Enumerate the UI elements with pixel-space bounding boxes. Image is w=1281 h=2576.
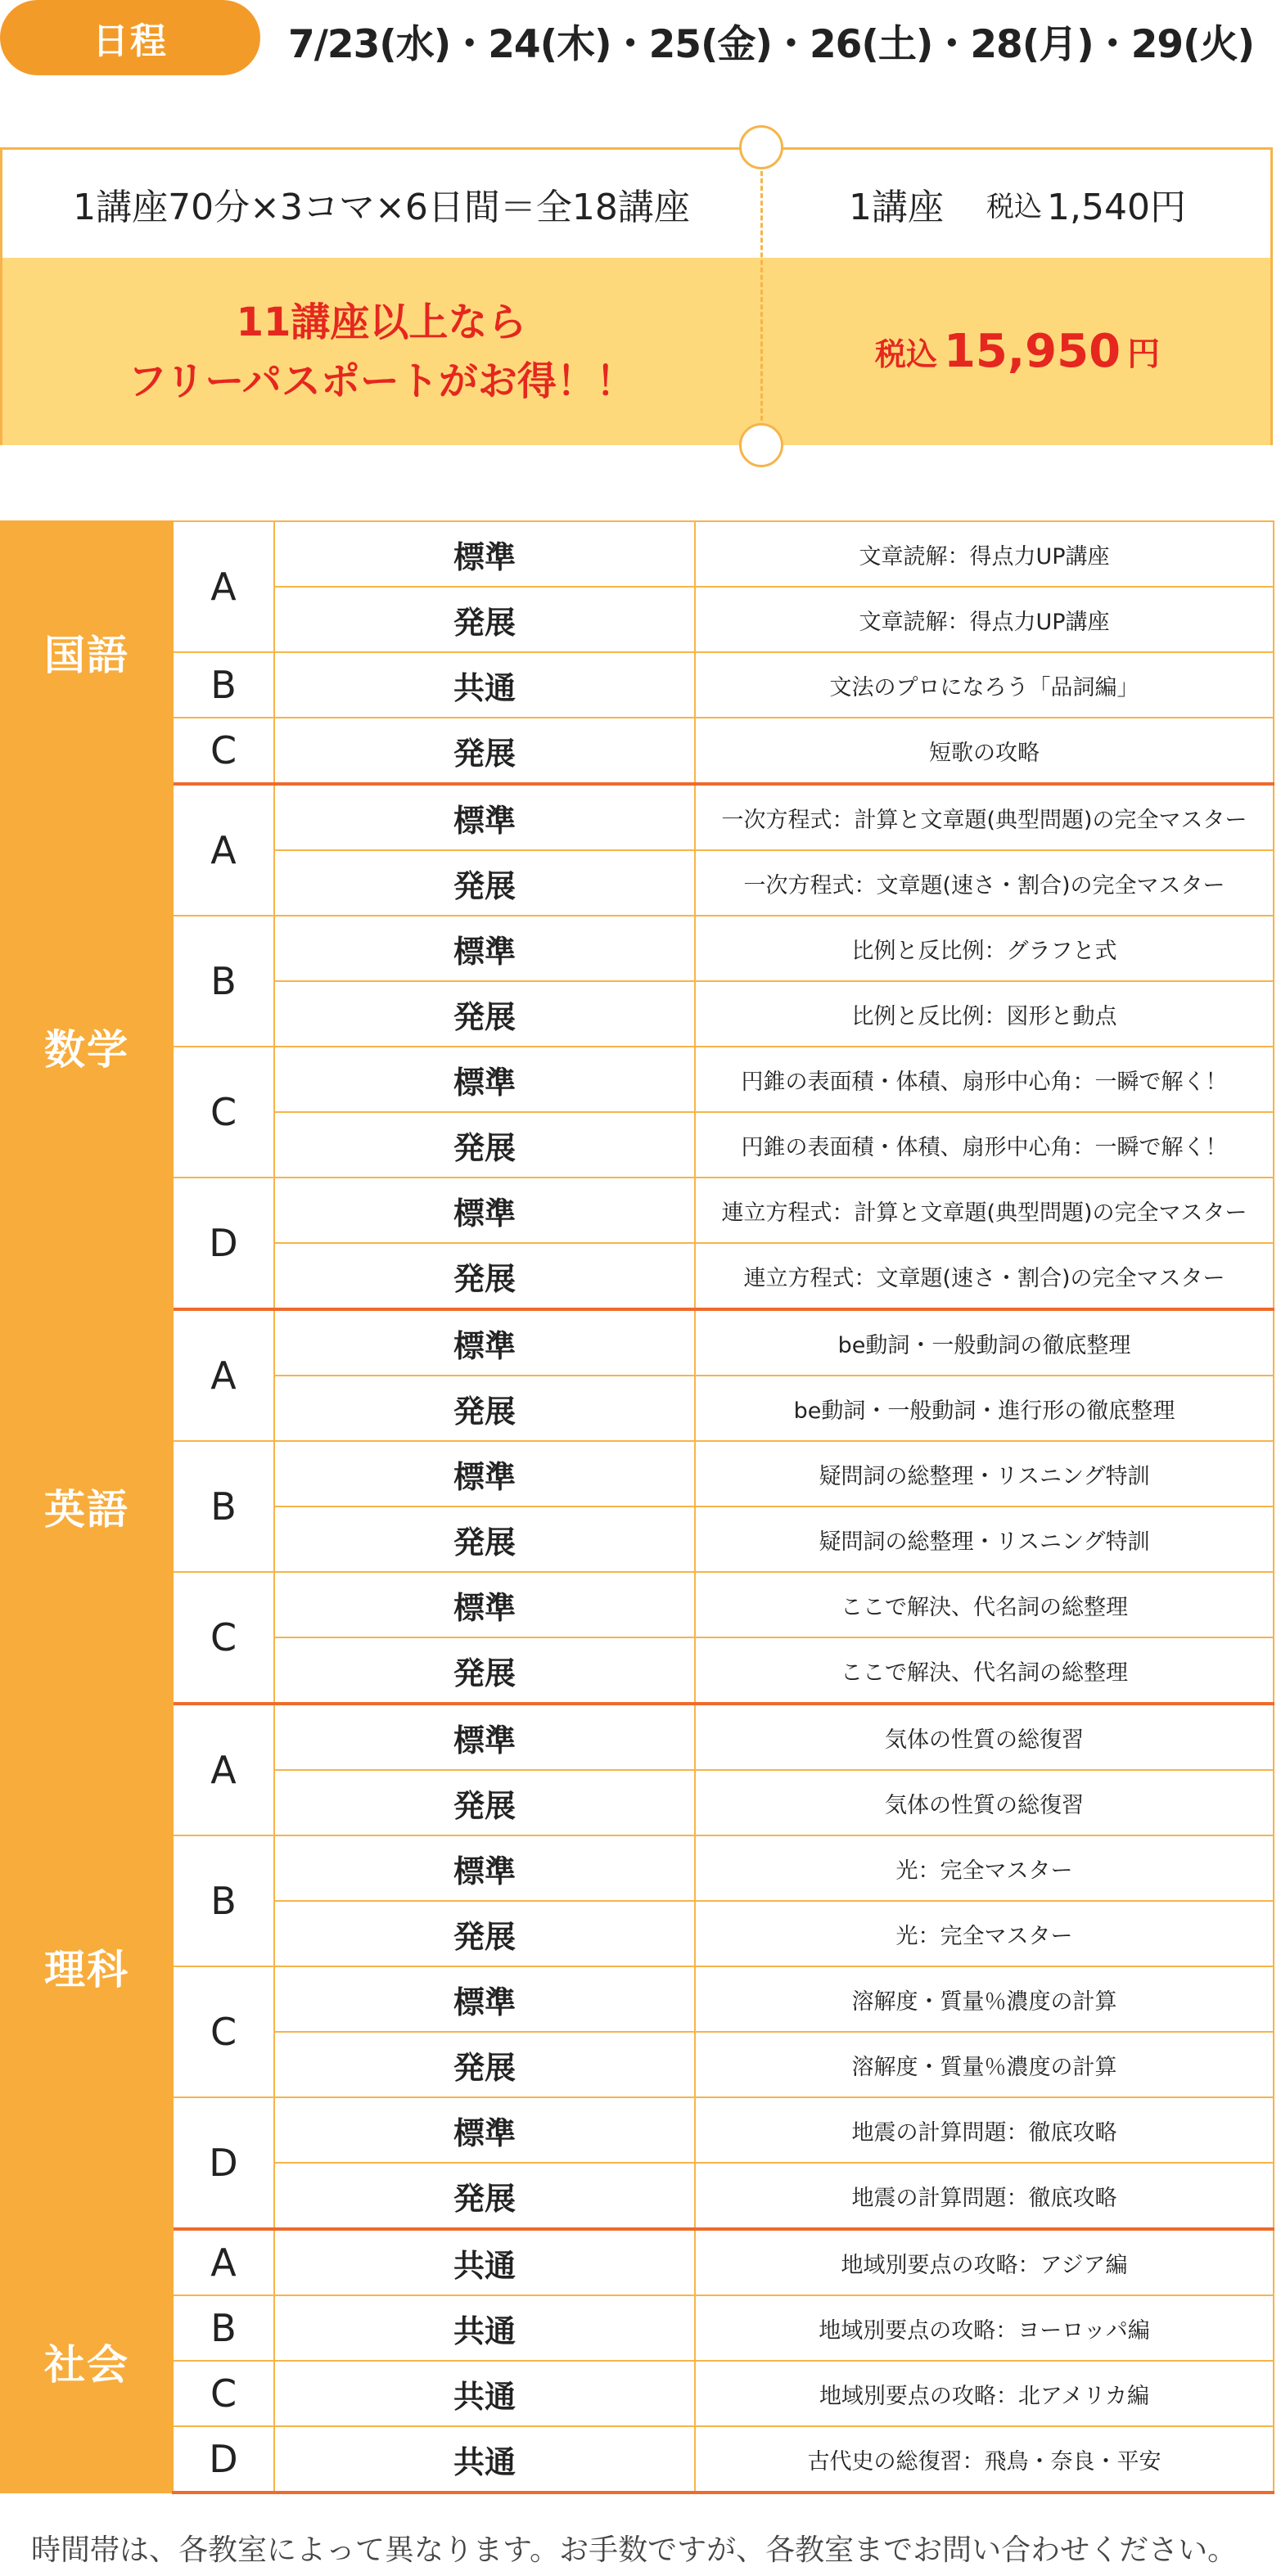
section-cell: A [173, 784, 274, 916]
level-cell: 標準 [274, 1178, 695, 1243]
course-title-cell: 連立方程式：文章題(速さ・割合)の完全マスター [695, 1243, 1274, 1309]
ticket-notch-bottom [739, 423, 783, 467]
level-cell: 発展 [274, 1901, 695, 1966]
course-row [1, 916, 1274, 981]
level-cell: 発展 [274, 1243, 695, 1309]
pass-price-yen: 円 [1127, 336, 1161, 373]
course-title-cell: 連立方程式：計算と文章題(典型問題)の完全マスター [695, 1178, 1274, 1243]
course-row [1, 1047, 1274, 1112]
promo-text [2, 258, 760, 445]
course-title-cell: 溶解度・質量％濃度の計算 [695, 1966, 1274, 2032]
course-title-cell: 疑問詞の総整理・リスニング特訓 [695, 1441, 1274, 1506]
course-title-cell: 光：完全マスター [695, 1835, 1274, 1901]
section-cell: A [173, 2229, 274, 2295]
course-row [1, 2295, 1274, 2361]
section-cell: B [173, 1441, 274, 1572]
course-row [1, 1966, 1274, 2032]
section-cell: A [173, 521, 274, 652]
level-cell: 標準 [274, 1309, 695, 1376]
ticket-notch-top [739, 125, 783, 169]
level-cell: 共通 [274, 652, 695, 718]
course-row [1, 2361, 1274, 2426]
section-cell: C [173, 1047, 274, 1178]
section-cell: C [173, 1966, 274, 2097]
course-title-cell: 地域別要点の攻略：北アメリカ編 [695, 2361, 1274, 2426]
section-cell: B [173, 2295, 274, 2361]
section-cell: C [173, 2361, 274, 2426]
single-price [764, 150, 1271, 258]
course-title-cell: be動詞・一般動詞・進行形の徹底整理 [695, 1376, 1274, 1441]
course-row [1, 2097, 1274, 2163]
level-cell: 発展 [274, 2032, 695, 2097]
course-row [1, 1309, 1274, 1376]
level-cell: 発展 [274, 1506, 695, 1572]
course-row [1, 1178, 1274, 1243]
course-title-cell: 地震の計算問題：徹底攻略 [695, 2163, 1274, 2229]
level-cell: 共通 [274, 2229, 695, 2295]
single-price-value: 1,540円 [1047, 187, 1186, 228]
course-title-cell: 一次方程式：計算と文章題(典型問題)の完全マスター [695, 784, 1274, 850]
footnote: 時間帯は、各教室によって異なります。お手数ですが、各教室までお問い合わせください。 [31, 2533, 1238, 2567]
course-title-cell: 気体の性質の総復習 [695, 1770, 1274, 1835]
course-title-cell: 古代史の総復習：飛鳥・奈良・平安 [695, 2426, 1274, 2493]
course-title-cell: 比例と反比例：グラフと式 [695, 916, 1274, 981]
course-row [1, 1441, 1274, 1506]
course-row [1, 2229, 1274, 2295]
section-cell: D [173, 1178, 274, 1309]
course-title-cell: 気体の性質の総復習 [695, 1704, 1274, 1770]
course-format-text: 1講座70分×3コマ×6日間＝全18講座 [73, 187, 690, 228]
level-cell: 標準 [274, 916, 695, 981]
course-title-cell: ここで解決、代名詞の総整理 [695, 1637, 1274, 1704]
level-cell: 発展 [274, 1112, 695, 1178]
level-cell: 発展 [274, 2163, 695, 2229]
section-cell: D [173, 2097, 274, 2229]
level-cell: 発展 [274, 1637, 695, 1704]
level-cell: 発展 [274, 718, 695, 784]
schedule-label: 日程 [0, 0, 260, 75]
level-cell: 標準 [274, 1572, 695, 1637]
ticket-perforation [760, 171, 763, 421]
subject-cell: 社会 [1, 2229, 173, 2493]
course-row [1, 1835, 1274, 1901]
course-title-cell: be動詞・一般動詞の徹底整理 [695, 1309, 1274, 1376]
course-row [1, 1572, 1274, 1637]
subject-cell: 理科 [1, 1704, 173, 2229]
section-cell: B [173, 652, 274, 718]
course-title-cell: 円錐の表面積・体積、扇形中心角：一瞬で解く！ [695, 1112, 1274, 1178]
level-cell: 共通 [274, 2361, 695, 2426]
course-row [1, 2426, 1274, 2493]
level-cell: 発展 [274, 850, 695, 916]
course-title-cell: 短歌の攻略 [695, 718, 1274, 784]
subject-cell: 国語 [1, 521, 173, 784]
course-row [1, 521, 1274, 587]
course-title-cell: 文章読解：得点力UP講座 [695, 521, 1274, 587]
level-cell: 標準 [274, 521, 695, 587]
level-cell: 標準 [274, 1047, 695, 1112]
level-cell: 標準 [274, 1704, 695, 1770]
course-table-body [1, 521, 1274, 2493]
promo-line-2: フリーパスポートがお得！！ [128, 358, 635, 404]
subject-cell: 数学 [1, 784, 173, 1309]
course-title-cell: 文章読解：得点力UP講座 [695, 587, 1274, 652]
section-cell: B [173, 1835, 274, 1966]
level-cell: 発展 [274, 981, 695, 1047]
course-title-cell: 溶解度・質量％濃度の計算 [695, 2032, 1274, 2097]
level-cell: 標準 [274, 1966, 695, 2032]
course-row [1, 718, 1274, 784]
course-title-cell: 光：完全マスター [695, 1901, 1274, 1966]
level-cell: 発展 [274, 587, 695, 652]
level-cell: 標準 [274, 1835, 695, 1901]
single-label: 1講座 [849, 187, 945, 228]
course-row [1, 1704, 1274, 1770]
section-cell: D [173, 2426, 274, 2493]
course-title-cell: 疑問詞の総整理・リスニング特訓 [695, 1506, 1274, 1572]
pass-tax-label: 税込 [874, 336, 937, 372]
course-title-cell: 地域別要点の攻略：アジア編 [695, 2229, 1274, 2295]
section-cell: A [173, 1309, 274, 1441]
schedule-dates: 7/23(水)・24(木)・25(金)・26(土)・28(月)・29(火) [288, 21, 1255, 67]
level-cell: 発展 [274, 1376, 695, 1441]
section-cell: B [173, 916, 274, 1047]
level-cell: 共通 [274, 2295, 695, 2361]
section-cell: C [173, 1572, 274, 1704]
section-cell: C [173, 718, 274, 784]
level-cell: 発展 [274, 1770, 695, 1835]
level-cell: 標準 [274, 2097, 695, 2163]
course-title-cell: 地域別要点の攻略：ヨーロッパ編 [695, 2295, 1274, 2361]
subject-cell: 英語 [1, 1309, 173, 1704]
course-title-cell: 地震の計算問題：徹底攻略 [695, 2097, 1274, 2163]
course-title-cell: 比例と反比例：図形と動点 [695, 981, 1274, 1047]
course-title-cell: 一次方程式：文章題(速さ・割合)の完全マスター [695, 850, 1274, 916]
level-cell: 標準 [274, 1441, 695, 1506]
pass-price [764, 258, 1271, 445]
pricing-ticket [0, 147, 1273, 445]
level-cell: 共通 [274, 2426, 695, 2493]
level-cell: 標準 [274, 784, 695, 850]
course-row [1, 652, 1274, 718]
course-title-cell: ここで解決、代名詞の総整理 [695, 1572, 1274, 1637]
course-table [0, 520, 1274, 2494]
pass-price-value: 15,950 [943, 325, 1121, 378]
single-tax-label: 税込 [986, 190, 1043, 223]
course-title-cell: 文法のプロになろう「品詞編」 [695, 652, 1274, 718]
promo-line-1: 11講座以上なら [236, 299, 527, 345]
course-title-cell: 円錐の表面積・体積、扇形中心角：一瞬で解く！ [695, 1047, 1274, 1112]
course-row [1, 784, 1274, 850]
section-cell: A [173, 1704, 274, 1835]
